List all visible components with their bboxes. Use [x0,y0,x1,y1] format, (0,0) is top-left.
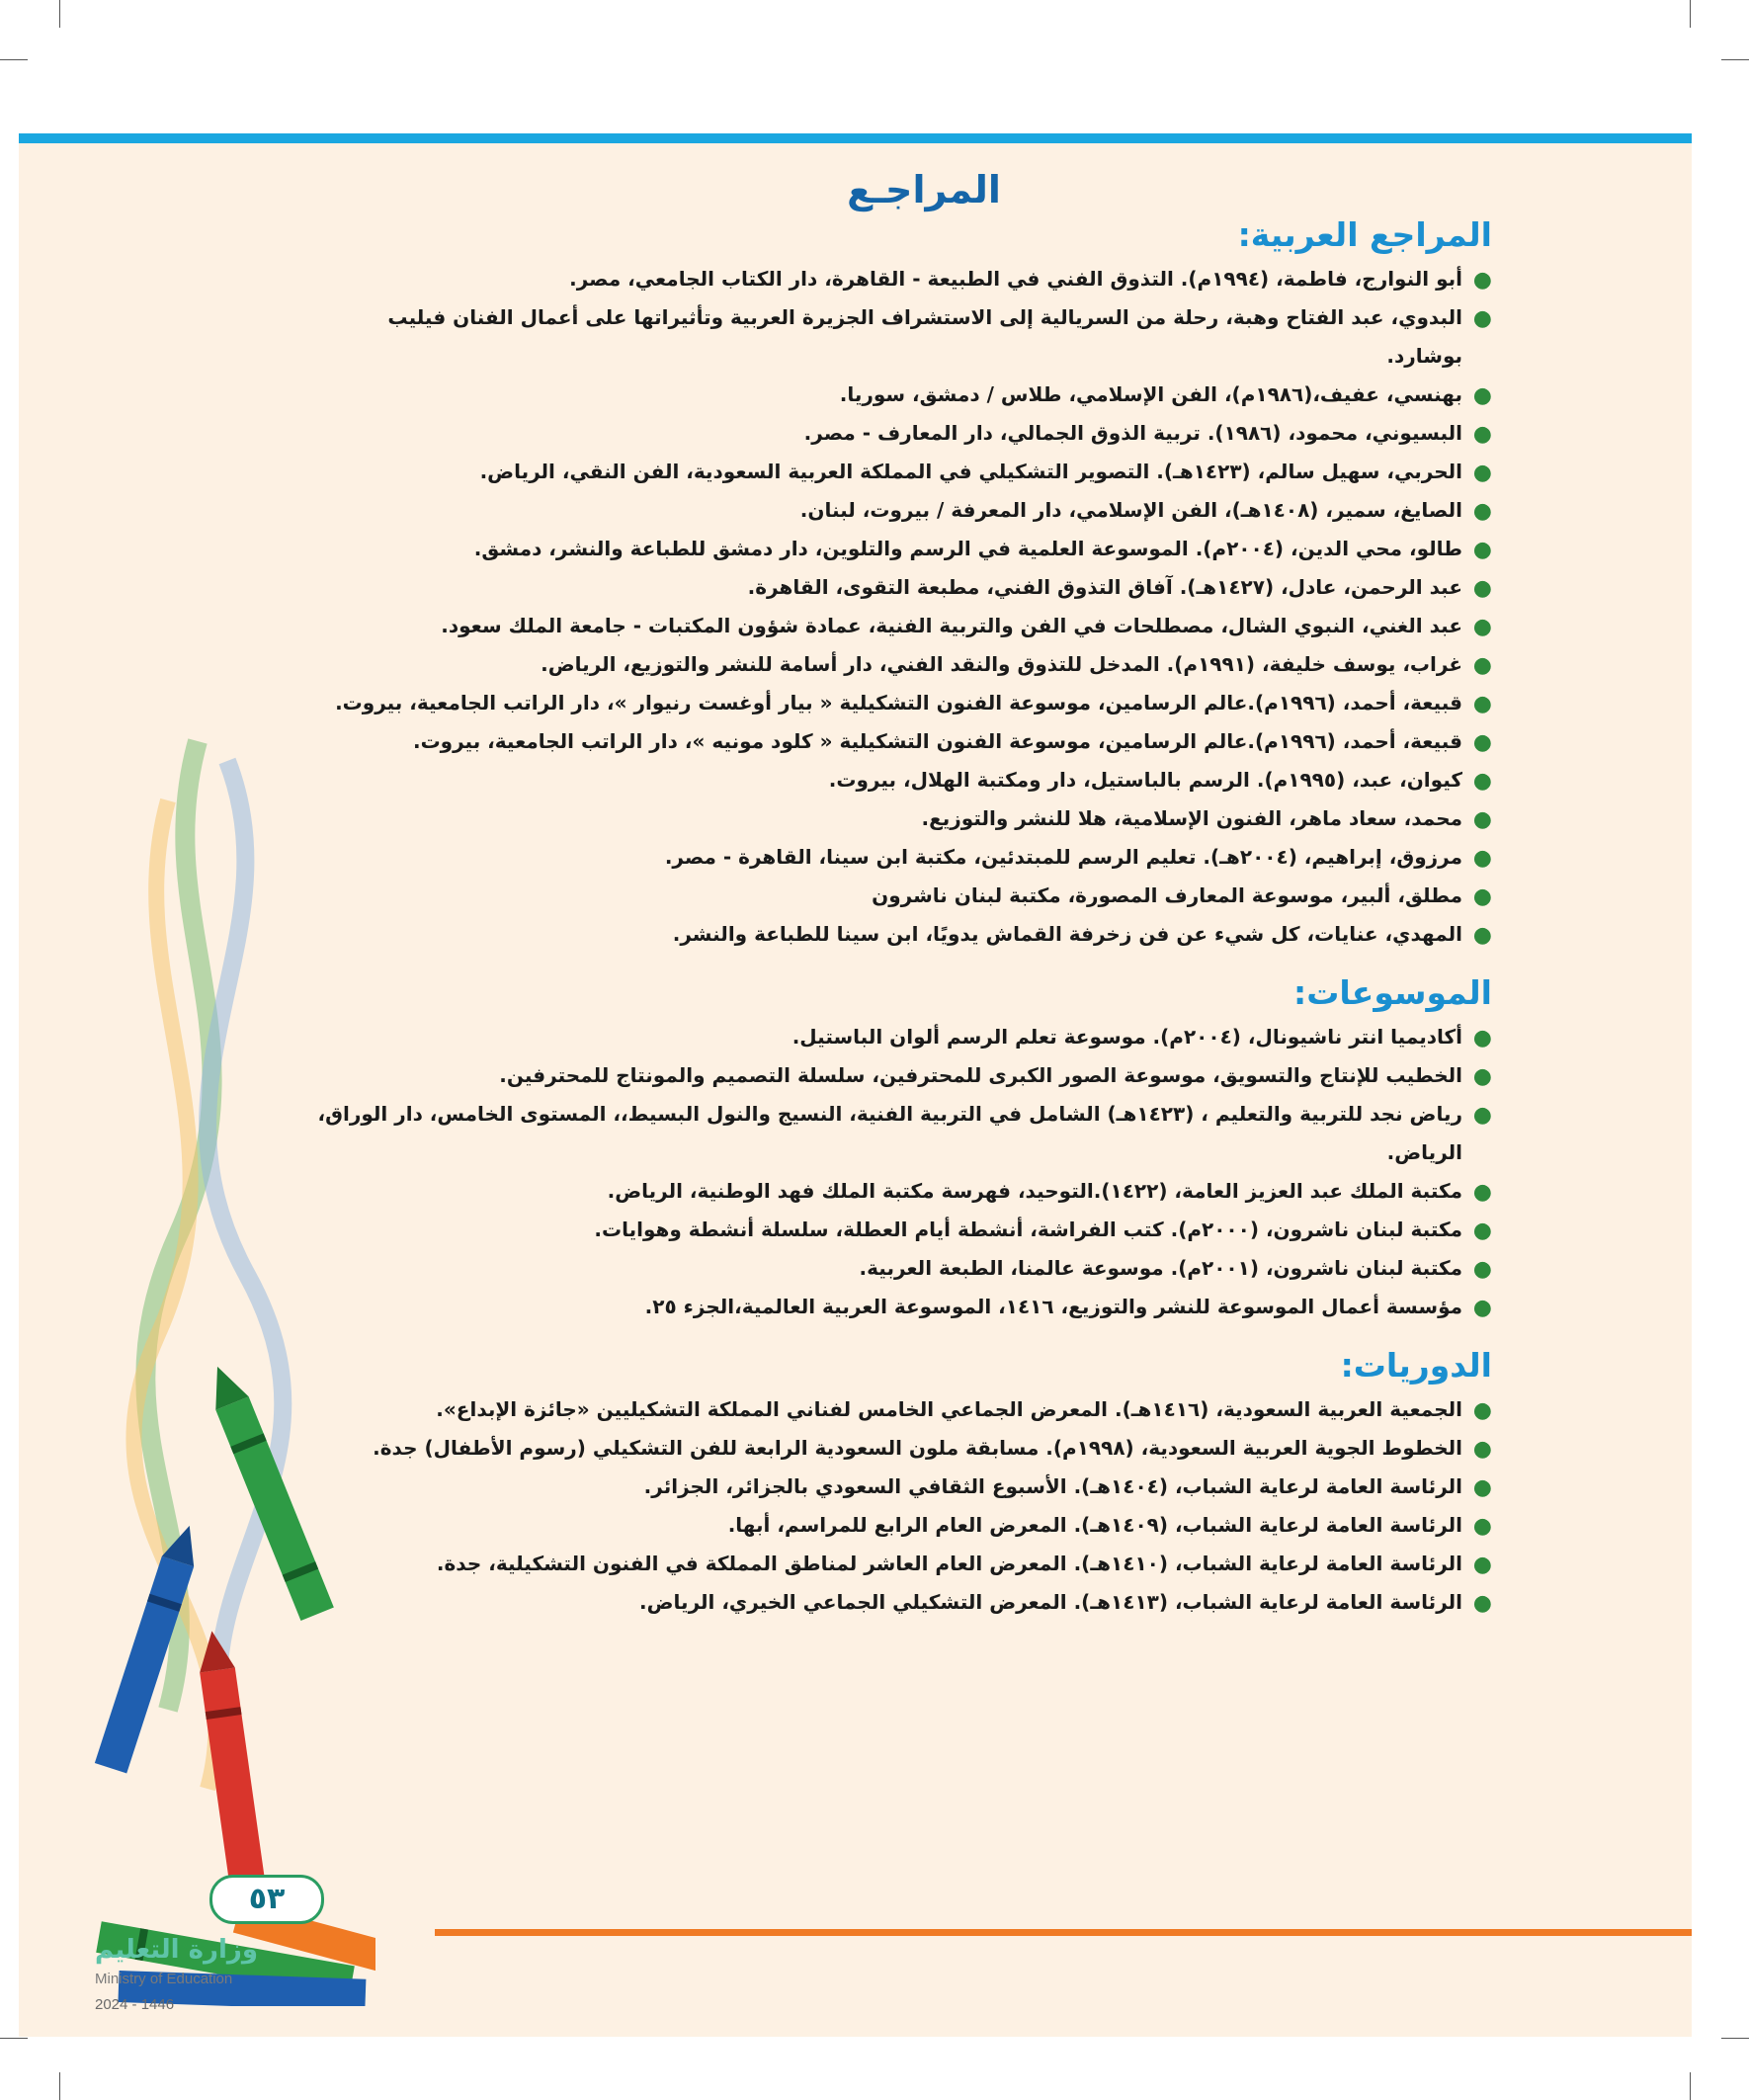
crop-mark [0,59,28,60]
bullet-icon: ● [1472,1257,1492,1282]
crop-mark [59,0,60,28]
list-item: ● قبيعة، أحمد، (١٩٩٦م).عالم الرسامين، موسوعة الفنون التشكيلية « بيار أوغست رنيوار »، دار الراتب الجامعية، بيروت. [316,684,1492,722]
list-item: ● البدوي، عبد الفتاح وهبة، رحلة من السريالية إلى الاستشراف الجزيرة العربية وتأثيراتها على أعمال الفنان فيليب بوشارد. [316,298,1492,376]
crop-mark [1721,59,1749,60]
bullet-icon: ● [1472,923,1492,948]
list-item: ● مطلق، ألبير، موسوعة المعارف المصورة، مكتبة لبنان ناشرون [316,877,1492,915]
bullet-icon: ● [1472,422,1492,447]
page-title: المراجـع [847,168,1001,211]
bullet-icon: ● [1472,730,1492,755]
crop-mark [1690,2072,1691,2100]
section-heading-arabic-references: المراجع العربية: [1237,215,1492,254]
list-item: ● مكتبة لبنان ناشرون، (٢٠٠٠م). كتب الفراشة، أنشطة أيام العطلة، سلسلة أنشطة وهوايات. [316,1211,1492,1249]
bullet-icon: ● [1472,1064,1492,1089]
bullet-icon: ● [1472,1180,1492,1205]
bullet-icon: ● [1472,769,1492,794]
bullet-icon: ● [1472,383,1492,408]
list-item: ● مكتبة لبنان ناشرون، (٢٠٠١م). موسوعة عالمنا، الطبعة العربية. [316,1249,1492,1288]
page-number: ٥٣ [209,1875,324,1924]
bullet-icon: ● [1472,807,1492,832]
list-item: ● عبد الغني، النبوي الشال، مصطلحات في الفن والتربية الفنية، عمادة شؤون المكتبات - جامعة الملك سعود. [316,607,1492,645]
bullet-icon: ● [1472,499,1492,524]
bullet-icon: ● [1472,1475,1492,1500]
bullet-icon: ● [1472,1103,1492,1128]
list-item: ● الرئاسة العامة لرعاية الشباب، (١٤٠٩هـ). المعرض العام الرابع للمراسم، أبها. [316,1506,1492,1545]
list-item: ● الجمعية العربية السعودية، (١٤١٦هـ). المعرض الجماعي الخامس لفناني المملكة التشكيليين «جائزة الإبداع». [316,1390,1492,1429]
content-area [316,168,1492,1634]
bullet-icon: ● [1472,1553,1492,1577]
list-item: ● الرئاسة العامة لرعاية الشباب، (١٤١٠هـ). المعرض العام العاشر لمناطق المملكة في الفنون التشكيلية، جدة. [316,1545,1492,1583]
list-item: ● بهنسي، عفيف،(١٩٨٦م)، الفن الإسلامي، طلاس / دمشق، سوريا. [316,376,1492,414]
list-item: ● رياض نجد للتربية والتعليم ، (١٤٢٣هـ) الشامل في التربية الفنية، النسيج والنول البسيط،، المستوى الخامس، دار الوراق، الرياض. [316,1095,1492,1172]
list-item: ● مكتبة الملك عبد العزيز العامة، (١٤٢٢).التوحيد، فهرسة مكتبة الملك فهد الوطنية، الرياض. [316,1172,1492,1211]
list-item: ● كيوان، عبد، (١٩٩٥م). الرسم بالباستيل، دار ومكتبة الهلال، بيروت. [316,761,1492,799]
encyclopedias-list [316,1018,1492,1326]
ministry-logo: وزارة التعليم [95,1935,258,1965]
bullet-icon: ● [1472,538,1492,562]
edition-year: 2024 - 1446 [95,1996,175,2013]
bullet-icon: ● [1472,576,1492,601]
bullet-icon: ● [1472,615,1492,639]
bullet-icon: ● [1472,268,1492,293]
list-item: ● طالو، محي الدين، (٢٠٠٤م). الموسوعة العلمية في الرسم والتلوين، دار دمشق للطباعة والنشر، دمشق. [316,530,1492,568]
list-item: ● غراب، يوسف خليفة، (١٩٩١م). المدخل للتذوق والنقد الفني، دار أسامة للنشر والتوزيع، الرياض. [316,645,1492,684]
list-item: ● مرزوق، إبراهيم، (٢٠٠٤هـ). تعليم الرسم للمبتدئين، مكتبة ابن سينا، القاهرة - مصر. [316,838,1492,877]
bullet-icon: ● [1472,692,1492,716]
list-item: ● قبيعة، أحمد، (١٩٩٦م).عالم الرسامين، موسوعة الفنون التشكيلية « كلود مونيه »، دار الراتب الجامعية، بيروت. [316,722,1492,761]
crop-mark [1690,0,1691,28]
list-item: ● أبو النوارج، فاطمة، (١٩٩٤م). التذوق الفني في الطبيعة - القاهرة، دار الكتاب الجامعي، مصر. [316,260,1492,298]
bullet-icon: ● [1472,306,1492,331]
bullet-icon: ● [1472,846,1492,871]
bottom-rule [435,1929,1692,1936]
bullet-icon: ● [1472,1591,1492,1616]
list-item: ● البسيوني، محمود، (١٩٨٦). تربية الذوق الجمالي، دار المعارف - مصر. [316,414,1492,453]
bullet-icon: ● [1472,653,1492,678]
section-heading-periodicals: الدوريات: [1340,1346,1492,1385]
bullet-icon: ● [1472,1218,1492,1243]
bullet-icon: ● [1472,1398,1492,1423]
crop-mark [0,2038,28,2039]
bullet-icon: ● [1472,461,1492,485]
crop-mark [1721,2038,1749,2039]
list-item: ● الرئاسة العامة لرعاية الشباب، (١٤١٣هـ). المعرض التشكيلي الجماعي الخيري، الرياض. [316,1583,1492,1622]
arabic-references-list [316,260,1492,954]
list-item: ● الصايغ، سمير، (١٤٠٨هـ)، الفن الإسلامي، دار المعرفة / بيروت، لبنان. [316,491,1492,530]
top-rule [19,133,1692,143]
bullet-icon: ● [1472,1437,1492,1462]
ministry-name-english: Ministry of Education [95,1971,233,1987]
bullet-icon: ● [1472,1514,1492,1539]
list-item: ● الحربي، سهيل سالم، (١٤٢٣هـ). التصوير التشكيلي في المملكة العربية السعودية، الفن النقي، الرياض. [316,453,1492,491]
list-item: ● الخطوط الجوية العربية السعودية، (١٩٩٨م). مسابقة ملون السعودية الرابعة للفن التشكيلي (رسوم الأطفال) جدة. [316,1429,1492,1468]
crop-mark [59,2072,60,2100]
list-item: ● المهدي، عنايات، كل شيء عن فن زخرفة القماش يدويًا، ابن سينا للطباعة والنشر. [316,915,1492,954]
list-item: ● أكاديميا انتر ناشيونال، (٢٠٠٤م). موسوعة تعلم الرسم ألوان الباستيل. [316,1018,1492,1056]
list-item: ● الرئاسة العامة لرعاية الشباب، (١٤٠٤هـ). الأسبوع الثقافي السعودي بالجزائر، الجزائر. [316,1468,1492,1506]
list-item: ● عبد الرحمن، عادل، (١٤٢٧هـ). آفاق التذوق الفني، مطبعة التقوى، القاهرة. [316,568,1492,607]
bullet-icon: ● [1472,884,1492,909]
periodicals-list [316,1390,1492,1622]
list-item: ● الخطيب للإنتاج والتسويق، موسوعة الصور الكبرى للمحترفين، سلسلة التصميم والمونتاج للمحترفين. [316,1056,1492,1095]
bullet-icon: ● [1472,1296,1492,1320]
list-item: ● محمد، سعاد ماهر، الفنون الإسلامية، هلا للنشر والتوزيع. [316,799,1492,838]
bullet-icon: ● [1472,1026,1492,1050]
list-item: ● مؤسسة أعمال الموسوعة للنشر والتوزيع، ١٤١٦، الموسوعة العربية العالمية،الجزء ٢٥. [316,1288,1492,1326]
section-heading-encyclopedias: الموسوعات: [1293,973,1492,1012]
